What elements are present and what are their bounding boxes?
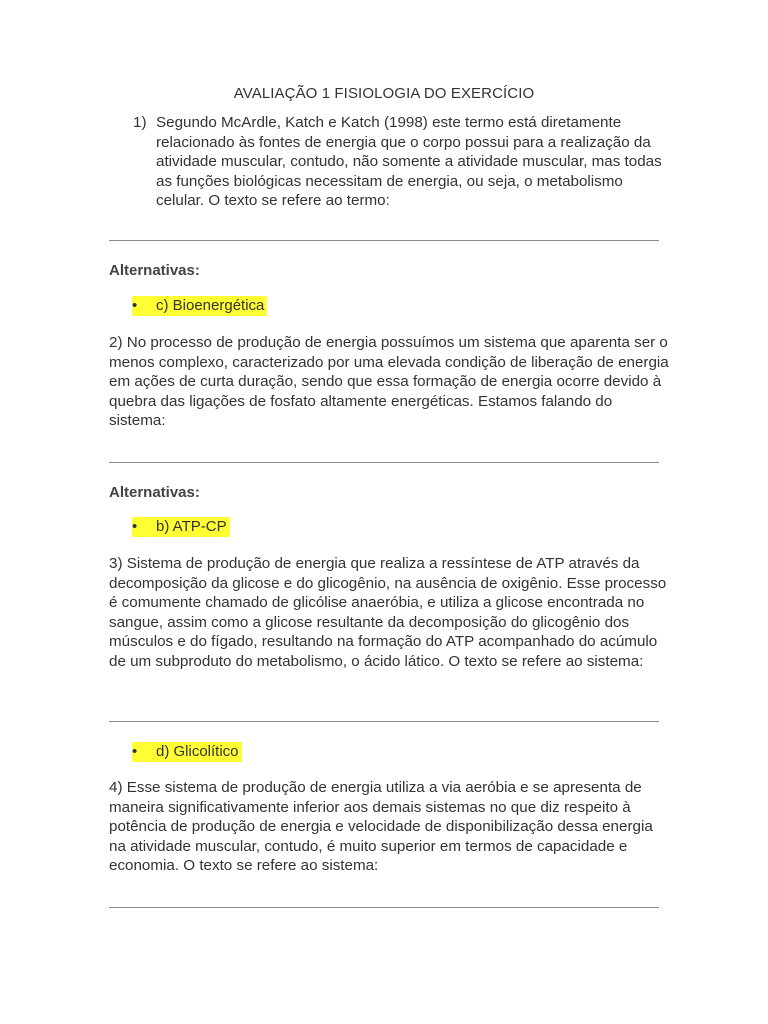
answer-3-text: d) Glicolítico <box>156 743 239 760</box>
question-2: 2) No processo de produção de energia possuímos um sistema que aparenta ser o menos complexo, caracterizado por uma elevada condição de liberação de energia em ações de curta duração, sendo que essa formação de energia ocorre devido à quebra das ligações de fosfato altamente energéticas. Estamos falando do sistema: <box>109 334 669 429</box>
question-1-text: Segundo McArdle, Katch e Katch (1998) este termo está diretamente relacionado às fontes de energia que o corpo possui para a realização da atividade muscular, contudo, não somente a atividade muscular, mas todas as funções biológicas necessitam de energia, ou seja, o metabolismo celular. O texto se refere ao termo: <box>156 114 662 209</box>
question-4: 4) Esse sistema de produção de energia utiliza a via aeróbia e se apresenta de maneira significativamente inferior aos demais sistemas no que diz respeito à potência de produção de energia e velocidade de disponibilização dessa energia na atividade muscular, contudo, é muito superior em termos de capacidade e economia. O texto se refere ao sistema: <box>109 779 653 874</box>
answer-line-1 <box>109 240 659 241</box>
question-3: 3) Sistema de produção de energia que realiza a ressíntese de ATP através da decomposição da glicose e do glicogênio, na ausência de oxigênio. Esse processo é comumente chamado de glicólise anaeróbia, e utiliza a glicose encontrada no sangue, assim como a glicose resultante da decomposição do glicogênio dos músculos e do fígado, resultando na formação do ATP acompanhado do acúmulo de um subproduto do metabolismo, o ácido lático. O texto se refere ao sistema: <box>109 555 667 670</box>
bullet-icon: • <box>132 743 138 760</box>
answer-2-highlight <box>132 517 230 537</box>
bullet-icon: • <box>132 518 138 535</box>
answer-line-2 <box>109 462 659 463</box>
answer-1-highlight <box>132 296 267 316</box>
bullet-icon: • <box>132 297 138 314</box>
answer-1-text: c) Bioenergética <box>156 297 265 314</box>
answer-line-4 <box>109 907 659 908</box>
alternatives-label-2: Alternativas: <box>109 484 200 501</box>
answer-2-text: b) ATP-CP <box>156 518 227 535</box>
alternatives-label-1: Alternativas: <box>109 262 200 279</box>
answer-line-3 <box>109 721 659 722</box>
question-1-number: 1) <box>133 114 147 131</box>
document-title: AVALIAÇÃO 1 FISIOLOGIA DO EXERCÍCIO <box>233 85 535 102</box>
answer-3-highlight <box>132 742 242 762</box>
